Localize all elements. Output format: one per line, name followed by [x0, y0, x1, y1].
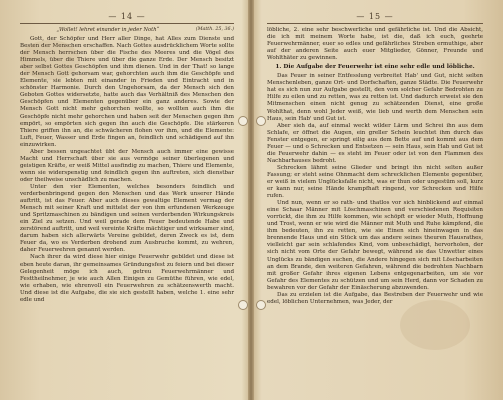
paragraph: Unter den vier Elementen, welches besonders feindlich und verderbenbringend gegen den Menschen und das Werk unserer Hände auftritt, ist das Feuer. Aber auch dieses gewaltige Element vermag der Mensch mit seiner Kraft und mittelst der von ihm erfundenen Werkzeuge und Spritzmaschinen zu bändigen und seinen verderbenden Wirkungskreis ein Ziel zu setzen. Und weil gerade dem Feuer bedeutende Habe und zerstörend auftritt, und weil vereinte Kräfte mächtiger und wirksamer sind, darum haben sich allerwärts Vereine gebildet, deren Zweck es ist, dem Feuer da, wo es Verderben drohend zum Ausbruche kommt, zu wehren, daher Feuerwehren genannt werden. [20, 183, 234, 254]
paragraph: Das zu erzielen ist die Aufgabe, das Bestreben der Feuerwehr und wie edel, löblichen Unternehmen, was Jeder, der [267, 291, 483, 305]
header-rule [20, 23, 234, 24]
binding-hole [256, 116, 266, 126]
binding-hole [256, 300, 266, 310]
right-page [253, 0, 503, 400]
paper-stain [400, 300, 470, 350]
epigraph-reference: (Matth. 25, 36.) [195, 27, 234, 32]
binding-hole [238, 116, 248, 126]
paragraph: Nach ihrer da wird diese hier einige Feuerwehr gebildet und diese ist eben heute daran, ihr gemeinsames Gründungsfest zu feiern und bei dieser Gelegenheit möge ich auch, getreu Feuerwehrmänner und Festtheilnehmer, je wie auch Allen Einigen zu Gemüthe führen, wie edel, wie erhaben, wie ehrenvoll ein Feuerwehren zu schätzenswerth macht. Und diese ist die Aufgabe, die sie sich gestellt haben, welche 1. eine sehr edle und [20, 254, 234, 303]
paper-stain [20, 40, 80, 80]
paragraph: Das Feuer in seiner Entfesslung verbreitet Hab' und Gut, nicht selten Menschenleben, ganze Ort- und Dorfschaften, ganze Städte. Die Feuerwehr hat es sich nun zur Aufgabe gestellt, den vom solcher Gefahr Bedrohten zu Hilfe zu eilen und zu retten, was zu retten ist. Und dadurch erweist sie den Mitmenschen einen nicht genug zu schätzenden Dienst, eine große Wohlthat, denn wohl Jeder weiß, wie lieb und werth dem Menschen sein Haus, sein Hab' und Gut ist. [267, 73, 483, 122]
binding-hole [238, 300, 248, 310]
paragraph: Aber bessen ungeachtet übt der Mensch auch immer eine gewisse Macht und Herrschaft über sie aus vermöge seiner überlegenen und geistigen Kräfte, er weiß Mittel ausfindig zu machen, Thiere und Elemente, wenn sie widerspenstig und feindlich gegen ihn auftreten, sich dienstbar oder theilweise unschädlich zu machen. [20, 148, 234, 183]
paragraph: löbliche, 2. eine sehr beschwerliche und gefährliche ist. Und die Absicht, die ich mit meinem Worte habe, ist die, daß ich euch, geehrte Feuerwehrmänner, euer so edles und gefährliches Streben ermuthige, aber auf der anderen Seite auch euer Mitglieder, Gönner, Freunde und Wohlthäter zu gewinnen. [267, 27, 483, 62]
section-heading: 1. Die Aufgabe der Feuerwehr ist eine sehr edle und löbliche. [275, 64, 475, 71]
right-body-text [267, 27, 483, 306]
left-page-number: — 14 — [108, 12, 146, 21]
header-rule [267, 23, 483, 24]
paragraph: Und nun, wenn er so rath- und thatlos vor sich hinblickend auf einmal eine Schaar Männer mit Löschmaschinen und verschiedenen Requisiten vorrückt, die ihm zu Hilfe kommen, wie schöpft er wieder Muth, Hoffnung und Trost, wenn er wie wird die Männer mit Muth und Ruhe kämpfend, die ihm bedeuten, ihn zu retten, wie sie Einen sich hineinwagen in das brennende Haus und ein Stück um das andere seines theuren Hausrathes, vielleicht gar sein schlafendes Kind, vom unbeschädigt, hervorholen, der sich nicht vom Orte der Gefahr bewegt, während sie das Unwetter eines Unglücks zu bändigen suchen, die Andere hingegen sich mit Löscharbeiten an dem Brande, den weiteren Gefahren, während die bedrohten Nachbarn mit großer Gefahr ihres eigenen Lebens entgegenarbeiten, um sie vor Gefahr des Elementes zu schützen und um sein Herd, dann vor Schaden zu bewahren vor der Gefahr der Einäscherung abzuwenden. [267, 200, 483, 291]
paragraph: Aber sieh da, auf einmal weckt wilder Lärm und Schrei ihn aus dem Schlafe, er öffnet die Augen, ein greller Schein leuchtet ihm durch das Fenster entgegen, er springt eilig aus dem Bette auf und kommt aus dem Feuer — und o Schrecken und Entsetzen — sein Haus, sein Hab und Gut ist die Feuerwehr dahin — es steht im Feuer oder ist von den Flammen des Nachbarhauses bedroht. [267, 122, 483, 164]
epigraph-text: „Wollet! lehret einander in jeder Noth“ [56, 27, 160, 33]
paragraph: Schrecken lähmt seine Glieder und bringt ihn nicht selten außer Fassung; er steht seine Ohnmacht dem schrecklichen Elemente gegenüber, er weiß in vielem Unglücksfalle nicht, was er thun oder ungestüm soll, kurz er kann nur, seine Hände krampfhaft ringend, vor Schrecken und Hilfe rufen. [267, 164, 483, 200]
right-page-number: — 15 — [356, 12, 394, 21]
paragraph: Gott, der Schöpfer und Herr aller Dinge, hat Alles zum Dienste und Besten der Menschen erschaffen. Nach Gottes ausdrücklichem Worte sollte der Mensch herrschen über die Fische des Meeres und die Vögel des Himmels, über die Thiere und über die ganze Erde. Der Mensch besitzt aber selbst Gottes Geschöpfen und ihm dienen. Und in der That! so lange der Mensch Gott gehorsam war, gehorchten auch ihm die Geschöpfe und Elemente, sie lebten mit einander in Frieden und Eintracht und in schönster Harmonie. Durch den Ungehorsam, da der Mensch sich den Geboten Gottes widersetzte, hatte auch das Verhältniß des Menschen den Geschöpfen und Elementen gegenüber ein ganz anderes. Sowie der Mensch Gott nicht mehr gehorchen wollte, so wollten auch ihm die Geschöpfe nicht mehr gehorchen und haben seit der Menschen gegen ihm empört, so empörten sich gegen ihn auch die Geschöpfe. Die stärkeren Thiere griffen ihn an, die schwächeren flohen vor ihm, und die Elemente: Luft, Feuer, Wasser und Erde fingen an, feindlich und schädigend auf ihn einzuwirken. [20, 36, 234, 148]
epigraph [20, 27, 234, 33]
